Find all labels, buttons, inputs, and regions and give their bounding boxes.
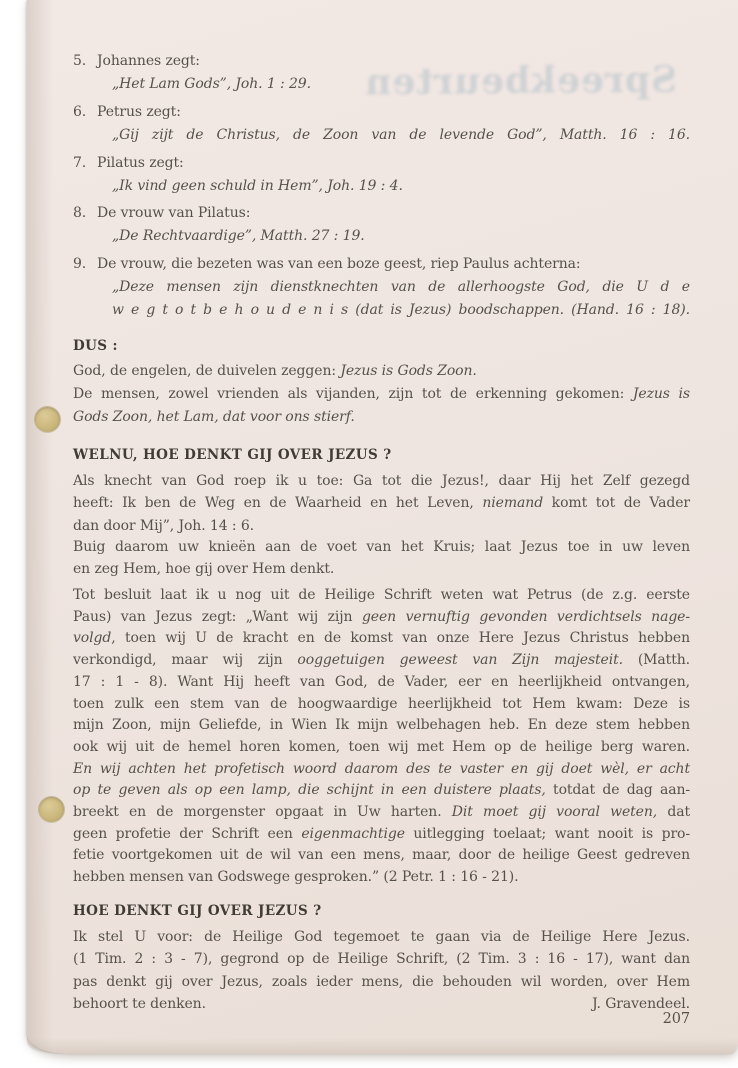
punch-hole-bottom [39, 797, 64, 822]
ghost-bleedthrough-title: Spreekbeurten [363, 58, 678, 104]
text-line: fetie voortgekomen uit de wil van een mens, maar, door de heilige Geest gedreven [73, 847, 690, 864]
heading-dus: DUS : [73, 338, 118, 354]
item-number: 6. [73, 104, 87, 120]
item-number: 8. [73, 205, 87, 221]
text-line: pas denkt gij over Jezus, zoals ieder mens, die behouden wil worden, over Hem [73, 973, 690, 990]
text-line: hebben mensen van Godswege gesproken.” (2 Petr. 1 : 16 - 21). [73, 869, 519, 886]
text-line: En wij achten het profetisch woord daarom des te vaster en gij doet wèl, er acht [73, 760, 690, 777]
text-line: breekt en de morgenster opgaat in Uw harten. Dit moet gij vooral weten, dat [73, 804, 690, 821]
item-intro: Johannes zegt: [97, 53, 200, 69]
author-signature: J. Gravendeel. [592, 996, 690, 1013]
item-quote: „Ik vind geen schuld in Hem”, Joh. 19 : 4. [112, 178, 403, 194]
item-quote: „Gij zijt de Christus, de Zoon van de levende God”, Matth. 16 : 16. [112, 127, 690, 143]
text-line: geen profetie der Schrift een eigenmachtige uitlegging toelaat; want nooit is pro- [73, 825, 690, 842]
text-line: heeft: Ik ben de Weg en de Waarheid en het Leven, niemand komt tot de Vader [73, 495, 690, 512]
text-line: ook wij uit de hemel horen komen, toen wij met Hem op de heilige berg waren. [73, 738, 690, 755]
item-intro-line [73, 202, 690, 225]
text-line: 17 : 1 - 8). Want Hij heeft van God, de Vader, eer en heerlijkheid ontvangen, [73, 673, 690, 690]
heading-welnu: WELNU, HOE DENKT GIJ OVER JEZUS ? [73, 447, 392, 463]
text-line: Buig daarom uw knieën aan de voet van het Kruis; laat Jezus toe in uw leven [73, 539, 690, 555]
page-text-area [73, 0, 690, 1054]
page-number: 207 [662, 1011, 690, 1027]
text-line: Gods Zoon, het Lam, dat voor ons stierf. [73, 409, 355, 425]
punch-hole-top [35, 407, 60, 432]
item-intro-line [73, 101, 690, 124]
closing-words: behoort te denken. [73, 996, 206, 1013]
text-line: Tot besluit laat ik u nog uit de Heilige Schrift weten wat Petrus (de z.g. eerste [73, 587, 690, 603]
item-quote: „De Rechtvaardige”, Matth. 27 : 19. [112, 228, 365, 244]
text-line: volgd, toen wij U de kracht en de komst van onze Here Jezus Christus hebben [73, 630, 690, 647]
text-line: verkondigd, maar wij zijn ooggetuigen geweest van Zijn majesteit. (Matth. [73, 652, 690, 669]
item-number: 7. [73, 155, 87, 171]
text-line: (1 Tim. 2 : 3 - 7), gegrond op de Heilige Schrift, (2 Tim. 3 : 16 - 17), want dan [73, 951, 690, 968]
text-line: Paus) van Jezus zegt: „Want wij zijn geen vernuftig gevonden verdichtsels nage- [73, 608, 690, 625]
item-quote: „Het Lam Gods”, Joh. 1 : 29. [112, 76, 311, 92]
text-line: toen zulk een stem van de hoogwaardige heerlijkheid tot Hem kwam: Deze is [73, 695, 690, 712]
text-line: mijn Zoon, mijn Geliefde, in Wien Ik mijn welbehagen heb. En deze stem hebben [73, 717, 690, 734]
welnu-paragraph-1 [73, 470, 690, 537]
text-line: en zeg Hem, hoe gij over Hem denkt. [73, 561, 335, 578]
item-intro-line [73, 253, 690, 276]
item-quote: w e g t o t b e h o u d e n i s (dat is Jezus) boodschappen. (Hand. 16 : 18). [112, 302, 690, 318]
list-item-7 [73, 152, 690, 198]
item-intro: Petrus zegt: [97, 104, 181, 120]
item-number: 9. [73, 256, 87, 272]
item-intro: De vrouw van Pilatus: [97, 205, 251, 221]
item-quote: „Deze mensen zijn dienstknechten van de allerhoogste God, die U d e [112, 279, 690, 295]
hoe-paragraph [73, 926, 690, 1016]
list-item-9 [73, 253, 690, 322]
signature-line [73, 993, 690, 1015]
welnu-paragraph-2 [73, 536, 690, 581]
text-line: Ik stel U voor: de Heilige God tegemoet te gaan via de Heilige Here Jezus. [73, 929, 690, 945]
dus-paragraph [73, 360, 690, 429]
text-line: God, de engelen, de duivelen zeggen: Jezus is Gods Zoon. [73, 363, 477, 379]
text-line: De mensen, zowel vrienden als vijanden, zijn tot de erkenning gekomen: Jezus is [73, 386, 690, 402]
item-intro-line [73, 50, 690, 73]
heading-hoe: HOE DENKT GIJ OVER JEZUS ? [73, 903, 322, 919]
text-line: dan door Mij”, Joh. 14 : 6. [73, 517, 254, 534]
text-line: op te geven als op een lamp, die schijnt in een duistere plaats, totdat de dag aan- [73, 782, 690, 799]
list-item-5 [73, 50, 690, 96]
item-number: 5. [73, 53, 87, 69]
list-item-6 [73, 101, 690, 147]
book-page-scan [27, 0, 738, 1054]
item-intro: Pilatus zegt: [97, 155, 184, 171]
item-intro: De vrouw, die bezeten was van een boze geest, riep Paulus achterna: [97, 256, 581, 272]
item-intro-line [73, 152, 690, 175]
list-item-8 [73, 202, 690, 248]
closing-paragraph [73, 585, 690, 889]
text-line: Als knecht van God roep ik u toe: Ga tot die Jezus!, daar Hij het Zelf gezegd [73, 473, 690, 489]
